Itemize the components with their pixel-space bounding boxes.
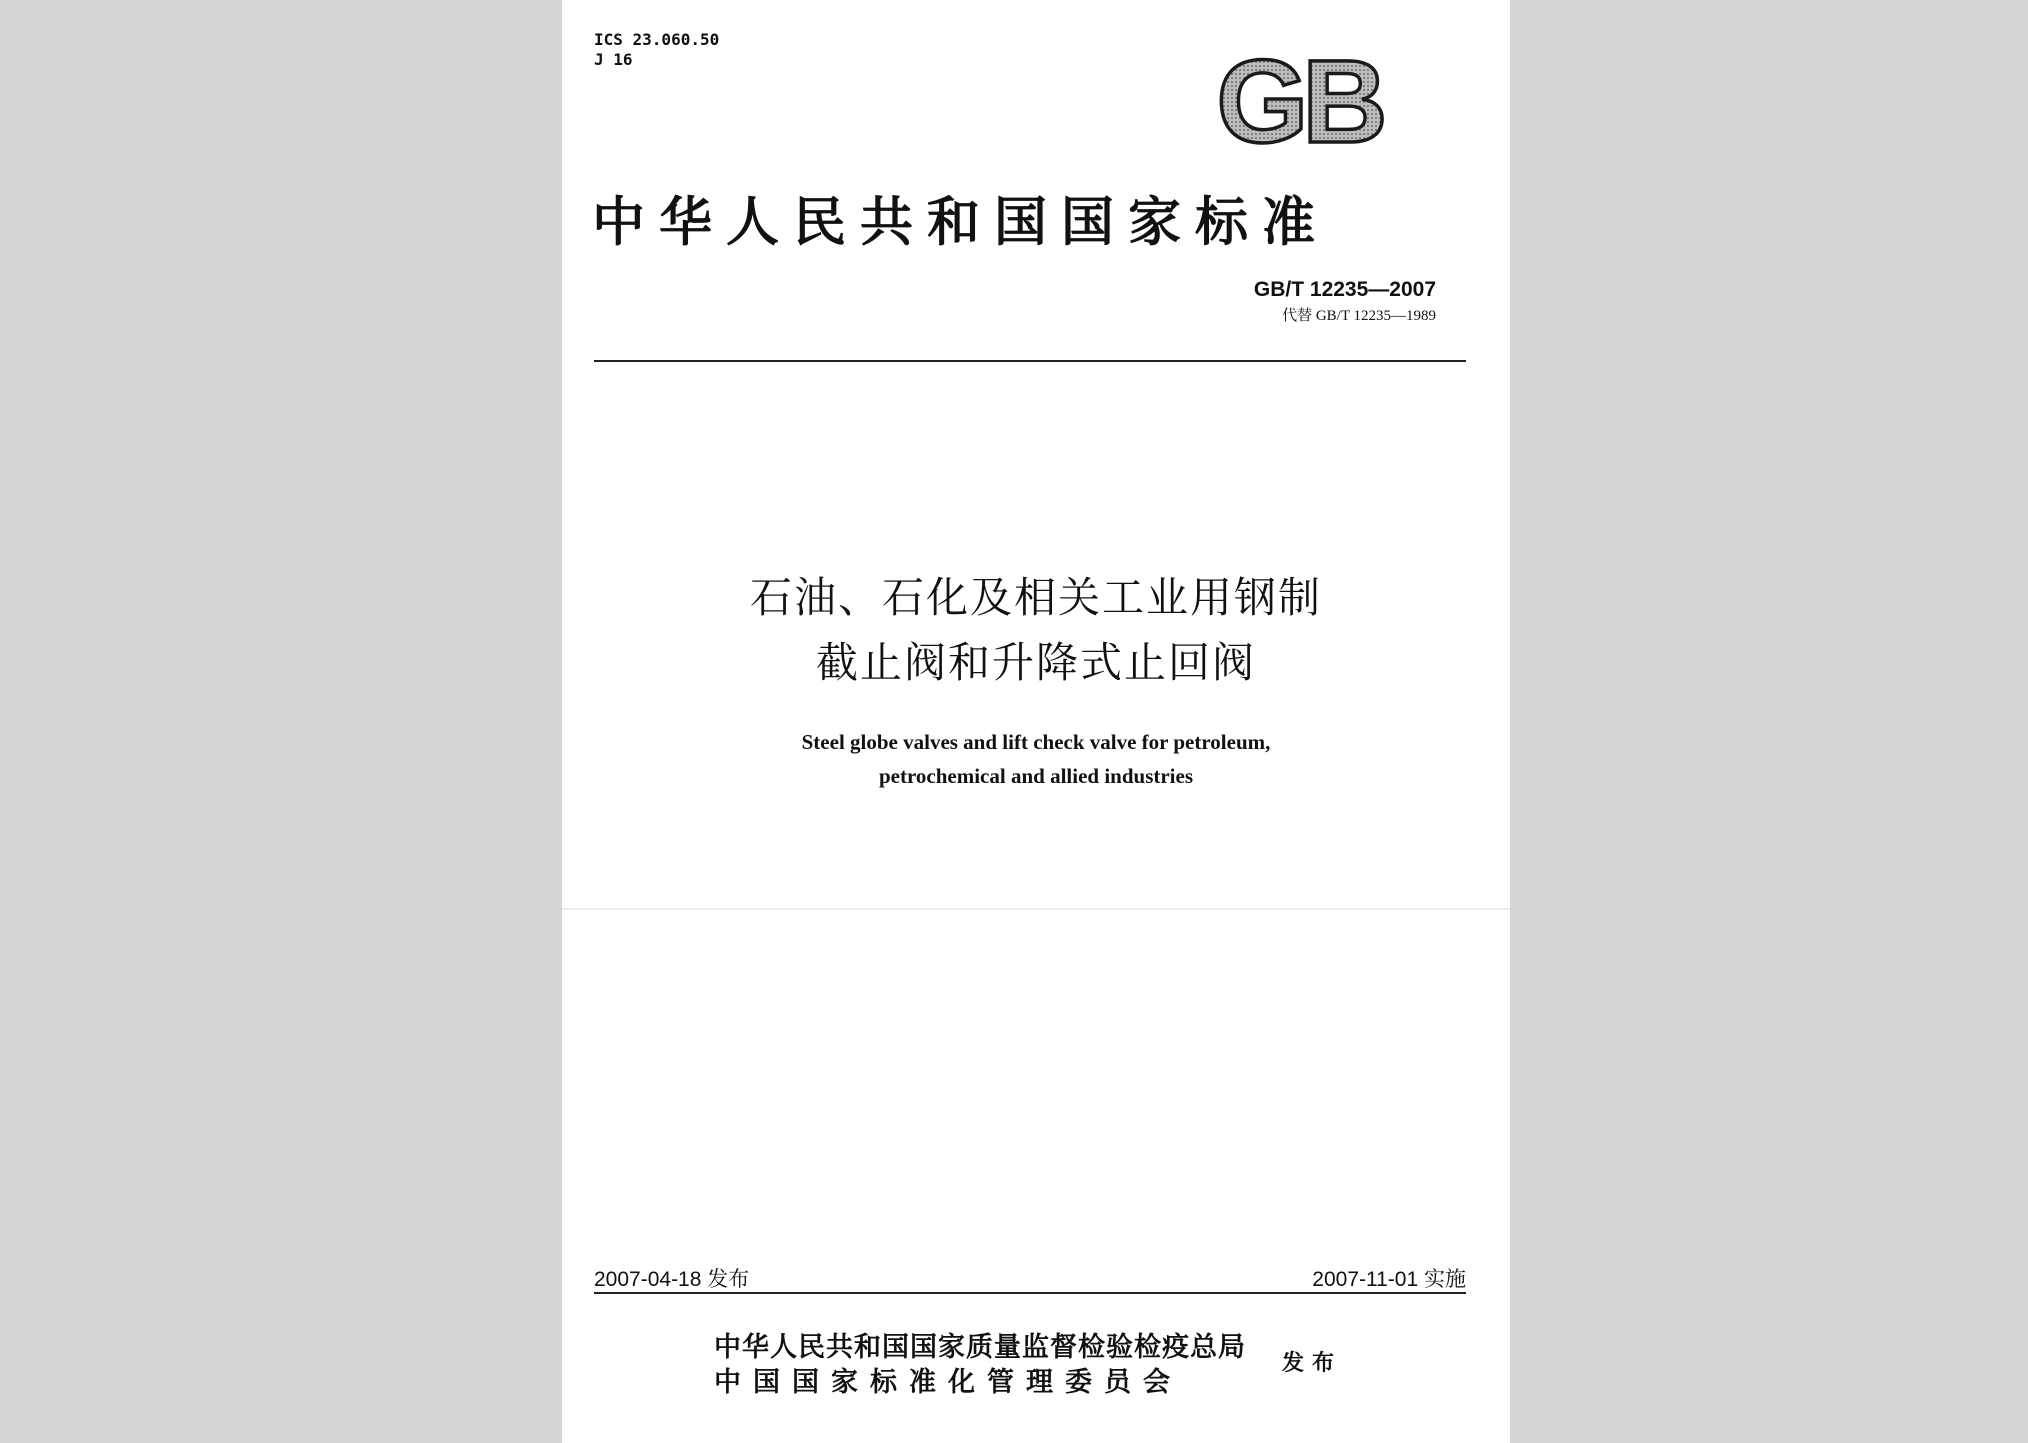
issue-date: 2007-04-18 发布	[594, 1268, 750, 1291]
footer-divider	[594, 1292, 1466, 1294]
ccs-code: J 16	[594, 50, 633, 69]
english-title-line-1: Steel globe valves and lift check valve for petroleum,	[801, 730, 1271, 754]
classification-codes	[594, 30, 719, 70]
header-divider	[594, 360, 1466, 362]
national-standard-title: 中华人民共和国国家标准	[592, 191, 1329, 253]
issuer-aqsiq: 中华人民共和国国家质量监督检验检疫总局	[714, 1332, 1246, 1363]
english-title-line-2: petrochemical and allied industries	[878, 764, 1194, 788]
chinese-title-line-1: 石油、石化及相关工业用钢制	[749, 573, 1322, 622]
ics-code: ICS 23.060.50	[594, 30, 720, 49]
chinese-title-line-2: 截止阀和升降式止回阀	[815, 638, 1256, 687]
implementation-date: 2007-11-01 实施	[1312, 1268, 1466, 1291]
replaces-standard: 代替 GB/T 12235—1989	[1282, 308, 1436, 324]
gb-logo	[1194, 44, 1404, 152]
standard-number: GB/T 12235—2007	[1253, 278, 1436, 301]
issue-action: 发布	[1282, 1351, 1343, 1376]
standard-cover-page	[562, 0, 1510, 1443]
issuer-sac: 中国国家标准化管理委员会	[714, 1367, 1182, 1398]
svg-text:GB: GB	[1216, 44, 1382, 152]
scan-artifact-line	[562, 908, 1510, 910]
